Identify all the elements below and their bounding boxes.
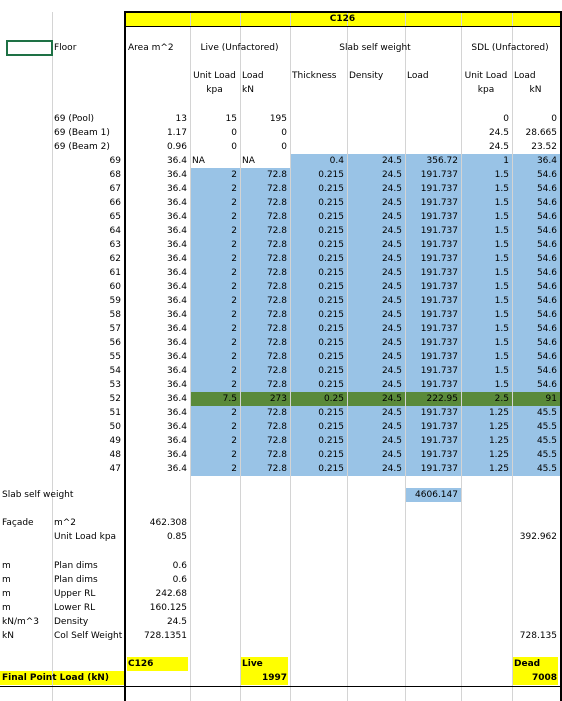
facade-area[interactable]: 462.308 [149,518,187,528]
footer-bottom-border [0,686,560,687]
sdl-load-cell[interactable]: 54.6 [536,282,557,292]
density-cell[interactable] [349,112,402,126]
area-cell[interactable]: 36.4 [166,240,187,250]
sdl-unit-cell[interactable]: 1.5 [494,254,509,264]
live-load-cell[interactable]: 72.8 [266,184,287,194]
prop-name: Lower RL [54,603,96,613]
grid-column-line [290,12,291,701]
live-load-cell[interactable]: 72.8 [266,366,287,376]
sdl-unit-cell[interactable]: 24.5 [488,128,509,138]
header-live: Live (Unfactored) [200,43,279,53]
live-load-cell[interactable]: 72.8 [266,226,287,236]
floor-cell[interactable]: 52 [109,394,121,404]
area-cell[interactable]: 1.17 [166,128,187,138]
floor-cell[interactable]: 49 [109,436,121,446]
density-cell[interactable]: 24.5 [381,380,402,390]
prop-value[interactable]: 728.1351 [144,631,187,641]
slab-load-cell[interactable]: 191.737 [420,268,458,278]
area-cell[interactable]: 36.4 [166,296,187,306]
slab-load-cell[interactable]: 191.737 [420,464,458,474]
live-unit-cell[interactable]: 2 [231,464,237,474]
slab-load-cell[interactable] [407,126,458,140]
live-unit-cell[interactable]: 2 [231,352,237,362]
col-self-weight-sdl[interactable]: 728.135 [519,631,557,641]
sdl-unit-cell[interactable]: 1.5 [494,296,509,306]
sdl-load-cell[interactable]: 45.5 [536,422,557,432]
density-cell[interactable]: 24.5 [381,296,402,306]
sdl-unit-cell[interactable]: 1.5 [494,240,509,250]
live-unit-cell[interactable]: 2 [231,226,237,236]
header-thickness: Thickness [292,71,337,81]
prop-value[interactable]: 0.6 [172,575,187,585]
thickness-cell[interactable]: 0.215 [318,436,344,446]
floor-cell[interactable]: 63 [109,240,121,250]
slab-load-cell[interactable] [407,140,458,154]
slab-load-cell[interactable]: 191.737 [420,282,458,292]
thickness-cell[interactable]: 0.215 [318,226,344,236]
sdl-unit-cell[interactable]: 1.5 [494,366,509,376]
header-sdl: SDL (Unfactored) [471,43,549,53]
live-unit-cell[interactable]: 2 [231,198,237,208]
live-load-cell[interactable]: 0 [281,128,287,138]
live-unit-cell[interactable]: NA [192,156,205,166]
prop-value[interactable]: 242.68 [155,589,187,599]
live-unit-cell[interactable]: 2 [231,422,237,432]
grid-column-line [405,12,406,701]
area-cell[interactable]: 36.4 [166,170,187,180]
prop-name: Plan dims [54,575,98,585]
live-load-cell[interactable]: 72.8 [266,436,287,446]
density-cell[interactable]: 24.5 [381,338,402,348]
live-unit-cell[interactable]: 2 [231,366,237,376]
facade-unit-load[interactable]: 0.85 [166,532,187,542]
area-cell[interactable]: 36.4 [166,408,187,418]
live-unit-cell[interactable]: 0 [231,142,237,152]
thickness-cell[interactable]: 0.215 [318,408,344,418]
live-unit-cell[interactable]: 2 [231,184,237,194]
sdl-load-cell[interactable]: 45.5 [536,408,557,418]
sdl-unit-cell[interactable]: 1.25 [488,450,509,460]
sheet-title: C126 [329,14,356,24]
live-unit-cell[interactable]: 2 [231,380,237,390]
slab-load-cell[interactable]: 191.737 [420,324,458,334]
area-cell[interactable]: 36.4 [166,366,187,376]
live-load-cell[interactable]: 72.8 [266,198,287,208]
sdl-load-cell[interactable]: 54.6 [536,170,557,180]
area-cell[interactable]: 36.4 [166,338,187,348]
sdl-unit-cell[interactable]: 1 [503,156,509,166]
header-live-kn: kN [242,85,254,95]
slab-load-cell[interactable] [407,112,458,126]
footer-dead-total[interactable]: 7008 [531,673,557,683]
area-cell[interactable]: 36.4 [166,436,187,446]
live-unit-cell[interactable]: 2 [231,268,237,278]
thickness-cell[interactable]: 0.215 [318,240,344,250]
area-cell[interactable]: 36.4 [166,226,187,236]
live-unit-cell[interactable]: 2 [231,450,237,460]
prop-value[interactable]: 24.5 [166,617,187,627]
live-unit-cell[interactable]: 2 [231,436,237,446]
thickness-cell[interactable] [292,140,344,154]
density-cell[interactable]: 24.5 [381,170,402,180]
sdl-load-cell[interactable]: 23.52 [531,142,557,152]
thickness-cell[interactable]: 0.215 [318,212,344,222]
footer-live-total[interactable]: 1997 [261,673,287,683]
live-unit-cell[interactable]: 2 [231,240,237,250]
header-live-unit: Unit Load [193,71,236,81]
prop-name: Upper RL [54,589,96,599]
sdl-load-cell[interactable]: 0 [551,114,557,124]
floor-cell[interactable]: 60 [109,282,121,292]
grid-column-line [190,12,191,701]
live-load-cell[interactable]: 72.8 [266,310,287,320]
sdl-load-cell[interactable]: 91 [545,394,557,404]
area-cell[interactable]: 13 [175,114,187,124]
density-cell[interactable]: 24.5 [381,240,402,250]
slab-load-cell[interactable]: 191.737 [420,310,458,320]
floor-cell[interactable]: 68 [109,170,121,180]
slab-load-cell[interactable]: 191.737 [420,212,458,222]
header-sdl-kpa: kpa [477,85,495,95]
floor-cell[interactable]: 56 [109,338,121,348]
density-cell[interactable]: 24.5 [381,464,402,474]
live-unit-cell[interactable]: 2 [231,296,237,306]
footer-dead-label: Dead [514,659,541,669]
sdl-unit-cell[interactable]: 1.5 [494,352,509,362]
sdl-load-cell[interactable]: 54.6 [536,254,557,264]
floor-cell[interactable]: 64 [109,226,121,236]
slab-total-label: Slab self weight [2,490,74,500]
sdl-load-cell[interactable]: 54.6 [536,338,557,348]
floor-cell[interactable]: 58 [109,310,121,320]
floor-cell[interactable]: 55 [109,352,121,362]
slab-load-cell[interactable]: 356.72 [426,156,458,166]
header-live-load: Load [242,71,264,81]
slab-load-cell[interactable]: 191.737 [420,366,458,376]
live-unit-cell[interactable]: 0 [231,128,237,138]
sdl-load-cell[interactable]: 54.6 [536,296,557,306]
grid-column-line [240,12,241,701]
slab-load-cell[interactable]: 191.737 [420,170,458,180]
area-cell[interactable]: 36.4 [166,464,187,474]
floor-cell[interactable]: 54 [109,366,121,376]
sdl-load-cell[interactable]: 54.6 [536,198,557,208]
thickness-cell[interactable]: 0.215 [318,296,344,306]
density-cell[interactable]: 24.5 [381,450,402,460]
area-cell[interactable]: 36.4 [166,254,187,264]
area-cell[interactable]: 0.96 [166,142,187,152]
floor-cell[interactable]: 69 [109,156,121,166]
sdl-unit-cell[interactable]: 2.5 [494,394,509,404]
grid-column-line [461,12,462,701]
area-cell[interactable]: 36.4 [166,198,187,208]
sdl-load-cell[interactable]: 54.6 [536,212,557,222]
slab-load-cell[interactable]: 191.737 [420,450,458,460]
prop-unit: m [2,589,11,599]
sdl-unit-cell[interactable]: 0 [503,114,509,124]
sdl-unit-cell[interactable]: 1.5 [494,226,509,236]
live-load-cell[interactable]: 72.8 [266,282,287,292]
sdl-load-cell[interactable]: 54.6 [536,240,557,250]
sdl-load-cell[interactable]: 54.6 [536,184,557,194]
live-unit-cell[interactable]: 2 [231,282,237,292]
slab-load-cell[interactable]: 191.737 [420,198,458,208]
floor-cell[interactable]: 69 (Pool) [54,114,94,124]
live-load-cell[interactable]: 72.8 [266,170,287,180]
thickness-cell[interactable]: 0.215 [318,324,344,334]
header-sdl-kn: kN [529,85,542,95]
area-cell[interactable]: 36.4 [166,282,187,292]
sdl-unit-cell[interactable]: 1.5 [494,268,509,278]
area-cell[interactable]: 36.4 [166,422,187,432]
prop-value[interactable]: 0.6 [172,561,187,571]
slab-total-value[interactable]: 4606.147 [415,490,458,500]
thickness-cell[interactable]: 0.215 [318,422,344,432]
thickness-cell[interactable]: 0.215 [318,464,344,474]
footer-live-label: Live [242,659,263,669]
sdl-load-cell[interactable]: 54.6 [536,226,557,236]
live-load-cell[interactable]: 72.8 [266,268,287,278]
prop-value[interactable]: 160.125 [149,603,187,613]
slab-load-cell[interactable]: 222.95 [426,394,458,404]
header-sdl-load: Load [514,71,536,81]
sdl-load-cell[interactable]: 54.6 [536,268,557,278]
density-cell[interactable] [349,140,402,154]
sdl-load-cell[interactable]: 54.6 [536,324,557,334]
slab-load-cell[interactable]: 191.737 [420,296,458,306]
floor-cell[interactable]: 62 [109,254,121,264]
facade-label: Façade [2,518,34,528]
live-unit-cell[interactable]: 2 [231,324,237,334]
thickness-cell[interactable]: 0.215 [318,198,344,208]
sdl-unit-cell[interactable]: 1.5 [494,380,509,390]
floor-cell[interactable]: 51 [109,408,121,418]
prop-name: Col Self Weight [54,631,123,641]
sdl-load-cell[interactable]: 54.6 [536,310,557,320]
density-cell[interactable]: 24.5 [381,366,402,376]
thickness-cell[interactable]: 0.215 [318,450,344,460]
live-load-cell[interactable]: 195 [269,114,287,124]
area-cell[interactable]: 36.4 [166,310,187,320]
density-cell[interactable]: 24.5 [381,254,402,264]
area-cell[interactable]: 36.4 [166,394,187,404]
area-cell[interactable]: 36.4 [166,324,187,334]
header-sdl-unit: Unit Load [464,71,508,81]
live-load-cell[interactable]: NA [242,156,255,166]
header-slab: Slab self weight [339,43,411,53]
slab-load-cell[interactable]: 191.737 [420,184,458,194]
thickness-cell[interactable] [292,112,344,126]
prop-name: Density [54,617,89,627]
prop-name: Plan dims [54,561,98,571]
prop-unit: kN [2,631,14,641]
density-cell[interactable]: 24.5 [381,268,402,278]
live-load-cell[interactable]: 72.8 [266,352,287,362]
thickness-cell[interactable]: 0.215 [318,352,344,362]
slab-load-cell[interactable]: 191.737 [420,254,458,264]
density-cell[interactable]: 24.5 [381,422,402,432]
live-load-cell[interactable]: 273 [269,394,287,404]
floor-cell[interactable]: 67 [109,184,121,194]
slab-load-cell[interactable]: 191.737 [420,338,458,348]
slab-load-cell[interactable]: 191.737 [420,380,458,390]
sdl-unit-cell[interactable]: 1.25 [488,422,509,432]
live-load-cell[interactable]: 72.8 [266,450,287,460]
density-cell[interactable]: 24.5 [381,436,402,446]
area-cell[interactable]: 36.4 [166,352,187,362]
sdl-load-cell[interactable]: 54.6 [536,366,557,376]
area-cell[interactable]: 36.4 [166,156,187,166]
density-cell[interactable]: 24.5 [381,156,402,166]
density-cell[interactable]: 24.5 [381,408,402,418]
sdl-load-cell[interactable]: 45.5 [536,450,557,460]
live-load-cell[interactable]: 0 [281,142,287,152]
floor-cell[interactable]: 66 [109,198,121,208]
sdl-unit-cell[interactable]: 1.5 [494,212,509,222]
sdl-unit-cell[interactable]: 1.25 [488,464,509,474]
floor-cell[interactable]: 53 [109,380,121,390]
selected-cell[interactable] [6,40,53,56]
sdl-unit-cell[interactable]: 1.5 [494,170,509,180]
thickness-cell[interactable]: 0.215 [318,184,344,194]
sdl-load-cell[interactable]: 45.5 [536,436,557,446]
header-live-kpa: kpa [206,85,223,95]
thickness-cell[interactable]: 0.215 [318,254,344,264]
floor-cell[interactable]: 69 (Beam 1) [54,128,110,138]
prop-unit: m [2,603,11,613]
live-load-cell[interactable]: 72.8 [266,422,287,432]
prop-unit: kN/m^3 [2,617,40,627]
slab-load-cell[interactable]: 191.737 [420,408,458,418]
density-cell[interactable]: 24.5 [381,184,402,194]
thickness-cell[interactable]: 0.215 [318,380,344,390]
sdl-unit-cell[interactable]: 1.5 [494,324,509,334]
floor-cell[interactable]: 69 (Beam 2) [54,142,110,152]
density-cell[interactable]: 24.5 [381,324,402,334]
block-left-border [124,11,126,701]
sdl-unit-cell[interactable]: 24.5 [488,142,509,152]
live-unit-cell[interactable]: 2 [231,254,237,264]
area-cell[interactable]: 36.4 [166,450,187,460]
sdl-load-cell[interactable]: 54.6 [536,352,557,362]
sdl-load-cell[interactable]: 28.665 [525,128,557,138]
prop-unit: m [2,575,11,585]
live-unit-cell[interactable]: 15 [225,114,237,124]
live-unit-cell[interactable]: 2 [231,408,237,418]
sdl-unit-cell[interactable]: 1.25 [488,408,509,418]
thickness-cell[interactable]: 0.215 [318,366,344,376]
floor-cell[interactable]: 61 [109,268,121,278]
live-unit-cell[interactable]: 2 [231,212,237,222]
sdl-unit-cell[interactable]: 1.5 [494,184,509,194]
live-load-cell[interactable]: 72.8 [266,338,287,348]
slab-load-cell[interactable]: 191.737 [420,436,458,446]
slab-load-cell[interactable]: 191.737 [420,226,458,236]
slab-load-cell[interactable]: 191.737 [420,422,458,432]
area-cell[interactable]: 36.4 [166,268,187,278]
sdl-unit-cell[interactable]: 1.25 [488,436,509,446]
title-bottom-border [124,26,562,27]
live-unit-cell[interactable]: 2 [231,338,237,348]
area-cell[interactable]: 36.4 [166,212,187,222]
sdl-load-cell[interactable]: 54.6 [536,380,557,390]
density-cell[interactable]: 24.5 [381,394,402,404]
facade-unit-load-label: Unit Load kpa [54,532,117,542]
grid-column-line [512,12,513,701]
sdl-load-cell[interactable]: 36.4 [536,156,557,166]
live-load-cell[interactable]: 72.8 [266,254,287,264]
live-unit-cell[interactable]: 2 [231,170,237,180]
live-load-cell[interactable]: 72.8 [266,408,287,418]
density-cell[interactable]: 24.5 [381,352,402,362]
density-cell[interactable] [349,126,402,140]
density-cell[interactable]: 24.5 [381,310,402,320]
header-area: Area m^2 [128,43,174,53]
live-load-cell[interactable]: 72.8 [266,324,287,334]
thickness-cell[interactable]: 0.4 [329,156,344,166]
area-cell[interactable]: 36.4 [166,380,187,390]
facade-unit: m^2 [54,518,77,528]
facade-sdl[interactable]: 392.962 [519,532,557,542]
floor-cell[interactable]: 47 [109,464,121,474]
sdl-unit-cell[interactable]: 1.5 [494,338,509,348]
slab-load-cell[interactable]: 191.737 [420,352,458,362]
thickness-cell[interactable]: 0.215 [318,170,344,180]
sdl-load-cell[interactable]: 45.5 [536,464,557,474]
live-load-cell[interactable]: 72.8 [266,380,287,390]
live-load-cell[interactable]: 72.8 [266,212,287,222]
thickness-cell[interactable]: 0.25 [323,394,344,404]
header-density: Density [349,71,384,81]
live-load-cell[interactable]: 72.8 [266,240,287,250]
density-cell[interactable]: 24.5 [381,226,402,236]
thickness-cell[interactable]: 0.215 [318,310,344,320]
prop-unit: m [2,561,11,571]
live-unit-cell[interactable]: 7.5 [222,394,237,404]
density-cell[interactable]: 24.5 [381,198,402,208]
density-cell[interactable]: 24.5 [381,282,402,292]
floor-cell[interactable]: 57 [109,324,121,334]
floor-cell[interactable]: 48 [109,450,121,460]
header-slab-load: Load [407,71,429,81]
live-load-cell[interactable]: 72.8 [266,464,287,474]
thickness-cell[interactable]: 0.215 [318,268,344,278]
final-point-load-label: Final Point Load (kN) [2,673,109,683]
area-cell[interactable]: 36.4 [166,184,187,194]
sdl-unit-cell[interactable]: 1.5 [494,310,509,320]
density-cell[interactable]: 24.5 [381,212,402,222]
sdl-unit-cell[interactable]: 1.5 [494,198,509,208]
footer-col: C126 [128,659,154,669]
thickness-cell[interactable]: 0.215 [318,282,344,292]
live-load-cell[interactable]: 72.8 [266,296,287,306]
live-unit-cell[interactable]: 2 [231,310,237,320]
grid-column-line [347,12,348,701]
floor-cell[interactable]: 65 [109,212,121,222]
floor-cell[interactable]: 50 [109,422,121,432]
sdl-unit-cell[interactable]: 1.5 [494,282,509,292]
thickness-cell[interactable]: 0.215 [318,338,344,348]
slab-load-cell[interactable]: 191.737 [420,240,458,250]
floor-cell[interactable]: 59 [109,296,121,306]
header-floor: Floor [54,43,77,53]
thickness-cell[interactable] [292,126,344,140]
